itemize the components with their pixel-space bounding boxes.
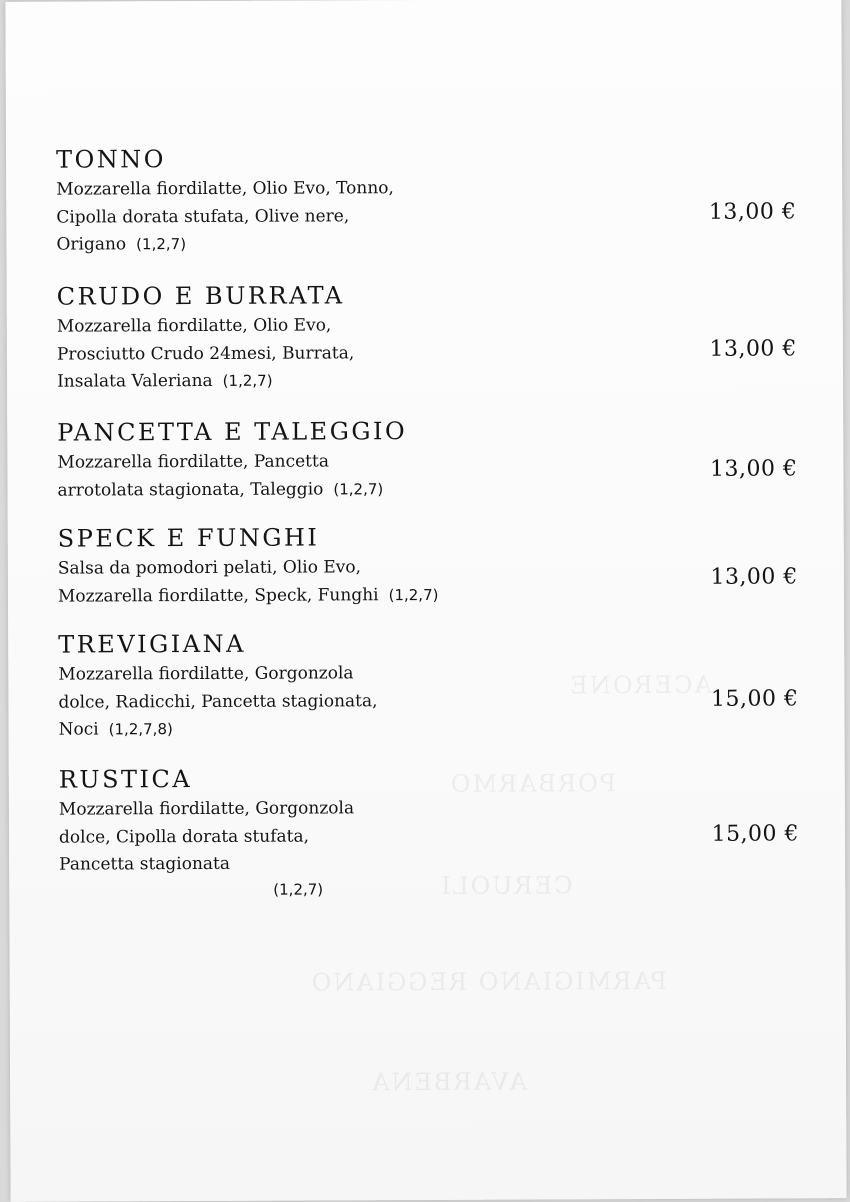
- menu-page: [5, 0, 846, 1202]
- item-price: 13,00 €: [708, 199, 797, 225]
- item-price: 13,00 €: [709, 456, 798, 482]
- item-name: TREVIGIANA: [58, 629, 246, 659]
- item-price: 13,00 €: [710, 564, 798, 590]
- item-price: 13,00 €: [709, 336, 797, 362]
- allergens: (1,2,7): [273, 879, 324, 899]
- item-description: Mozzarella fiordilatte, Gorgonzola dolce, Cipolla dorata stufata, Pancetta stagionata (1,2,7): [59, 795, 529, 902]
- menu-item: [57, 278, 797, 396]
- item-description: Mozzarella fiordilatte, Olio Evo, Tonno, Cipolla dorata stufata, Olive nere, Origano (1,2,7): [56, 178, 394, 255]
- item-description: Mozzarella fiordilatte, Olio Evo, Prosciutto Crudo 24mesi, Burrata, Insalata Valeriana (1,2,7): [56, 315, 355, 392]
- menu-item: [57, 414, 797, 504]
- allergens: (1,2,7): [333, 479, 384, 498]
- item-description: Salsa da pomodori pelati, Olio Evo, Mozzarella fiordilatte, Speck, Funghi (1,2,7): [57, 557, 439, 607]
- bleed-through-decoration: ACERONE: [568, 670, 712, 700]
- bleed-through-decoration: AVARBENA: [370, 1067, 527, 1097]
- item-price: 15,00 €: [710, 686, 799, 712]
- item-name: RUSTICA: [58, 765, 193, 794]
- item-name: PANCETTA E TALEGGIO: [57, 417, 408, 447]
- allergens: (1,2,7): [388, 585, 439, 604]
- bleed-through-decoration: CERUOLI: [439, 871, 573, 900]
- item-name: SPECK E FUNGHI: [57, 523, 320, 553]
- bleed-through-decoration: PARMIGIANO REGGIANO: [309, 966, 667, 997]
- menu-item: [58, 520, 798, 610]
- allergens: (1,2,7,8): [108, 720, 173, 739]
- item-name: CRUDO E BURRATA: [56, 281, 345, 311]
- item-description: Mozzarella fiordilatte, Pancetta arrotolata stagionata, Taleggio (1,2,7): [57, 451, 384, 501]
- menu-item: [56, 141, 796, 259]
- item-name: TONNO: [56, 145, 166, 174]
- allergens: (1,2,7): [222, 371, 273, 390]
- menu-item: [59, 761, 800, 901]
- allergens: (1,2,7): [136, 235, 187, 254]
- menu-item: [58, 626, 798, 744]
- item-description: Mozzarella fiordilatte, Gorgonzola dolce, Radicchi, Pancetta stagionata, Noci (1,2,7,8): [58, 663, 378, 740]
- item-price: 15,00 €: [711, 821, 800, 847]
- bleed-through-decoration: PORBARMO: [448, 769, 617, 798]
